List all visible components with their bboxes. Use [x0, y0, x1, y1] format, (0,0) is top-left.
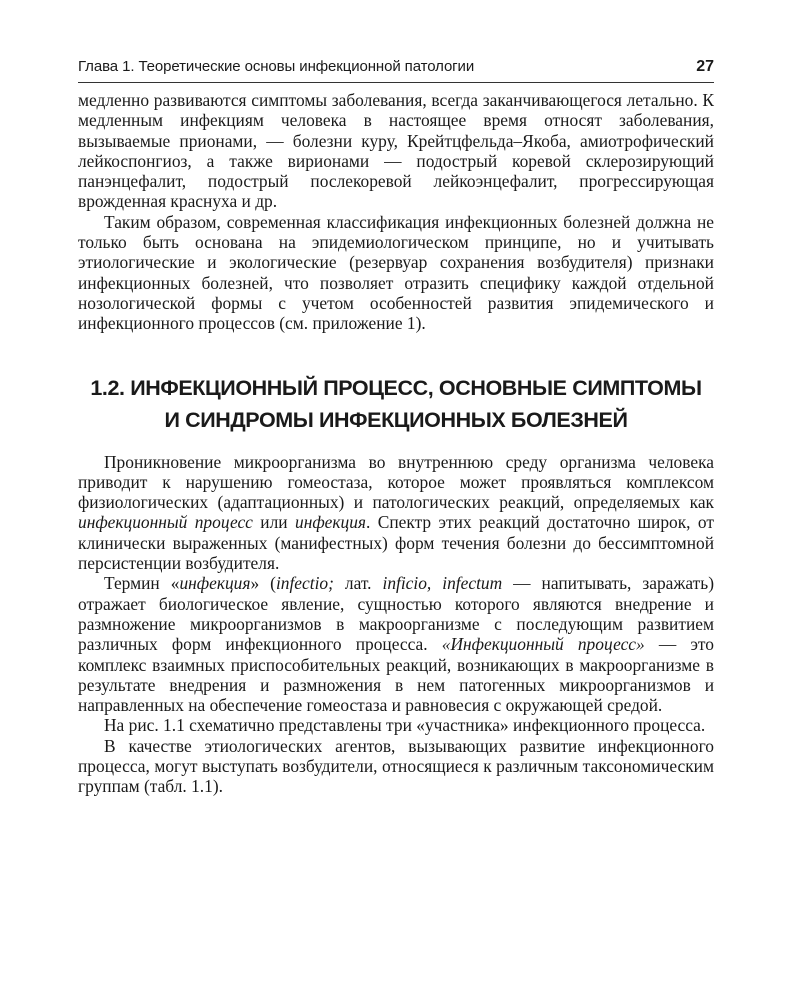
text-segment: Проникновение микроорганизма во внутреннюю среду организма человека приводит к нарушению гомеостаза, которое может проявляться комплексом физиологических (адаптационных) и патологических реакций, определяемых как — [78, 451, 714, 513]
italic-term: инфекционный процесс — [78, 512, 253, 533]
paragraph-continuation: медленно развиваются симптомы заболевания, всегда заканчивающегося летально. К медленным инфекциям человека в настоящее время относят заболевания, вызываемые прионами, — болезни куру, Крейтцфельда–Якоба, амиотрофический лейкоспонгиоз, а также вирионами — подострый коревой склерозирующий панэнцефалит, подострый послекоревой лейкоэнцефалит, прогрессирующая врожденная краснуха и др. — [78, 90, 714, 212]
paragraph-figure-reference: На рис. 1.1 схематично представлены три «участника» инфекционного процесса. — [104, 715, 706, 736]
paragraph-penetration — [78, 452, 714, 574]
running-header — [78, 58, 714, 83]
paragraph-classification-summary: Таким образом, современная классификация инфекционных болезней должна не только быть основана на эпидемиологическом принципе, но и учитывать этиологические и экологические (резервуар сохранения возбудителя) признаки инфекционных болезней, что позволяет отразить специфику каждой отдельной нозологической формы с учетом особенностей развития эпидемического и инфекционного процессов (см. приложение 1). — [78, 211, 714, 334]
text-segment: » ( — [250, 573, 276, 594]
text-segment: . Спектр этих реакций достаточно широк, от клинически выраженных (манифестных) форм течения болезни до бессимптомной персистенции возбудителя. — [78, 512, 714, 574]
text-segment: лат. — [333, 573, 383, 594]
italic-term: infectio; — [275, 573, 334, 594]
page-number: 27 — [696, 58, 714, 75]
chapter-title: Глава 1. Теоретические основы инфекционной патологии — [78, 58, 475, 75]
text-segment: или — [252, 512, 295, 533]
paragraph-etiological-agents: В качестве этиологических агентов, вызывающих развитие инфекционного процесса, могут выступать возбудители, относящиеся к различным таксономическим группам (табл. 1.1). — [78, 735, 714, 797]
text-segment: — это комплекс взаимных приспособительных реакций, возникающих в макроорганизме в результате внедрения и размножения в нем патогенных микроорганизмов и направленных на обеспечение гомеостаза и равновесия с окружающей средой. — [78, 634, 714, 716]
text-segment: Термин « — [104, 573, 180, 594]
italic-term: «Инфекционный процесс» — [441, 634, 645, 655]
italic-term: инфекция — [179, 573, 251, 594]
book-page — [78, 58, 714, 797]
section-heading-line1: 1.2. ИНФЕКЦИОННЫЙ ПРОЦЕСС, ОСНОВНЫЕ СИМПТОМЫ — [90, 375, 702, 400]
italic-term: инфекция — [295, 512, 366, 533]
italic-term: inficio, infectum — [382, 573, 503, 594]
paragraph-term-infection — [78, 573, 714, 715]
section-heading — [78, 372, 714, 436]
body-text — [78, 90, 714, 797]
section-heading-line2: И СИНДРОМЫ ИНФЕКЦИОННЫХ БОЛЕЗНЕЙ — [164, 407, 628, 432]
text-segment: — напитывать, заражать) отражает биологическое явление, сущностью которого являются внедрение и размножение микроорганизмов в макроорганизме с последующим развитием различных форм инфекционного процесса. — [78, 573, 714, 655]
